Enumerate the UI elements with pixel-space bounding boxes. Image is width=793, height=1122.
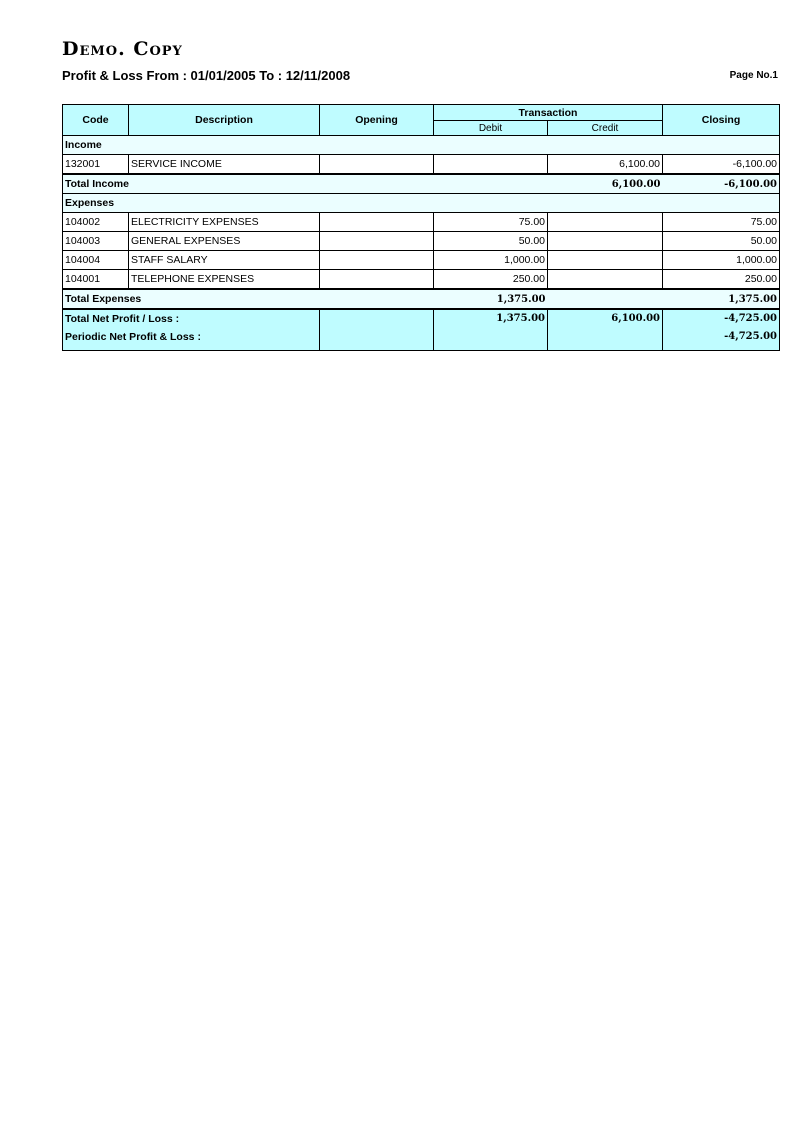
col-header-code: Code <box>63 105 129 136</box>
opening-value <box>320 155 434 175</box>
income-total-label: Total Income <box>63 174 434 194</box>
closing-value: 1,000.00 <box>663 251 780 270</box>
account-description: SERVICE INCOME <box>129 155 320 175</box>
net-credit-value: 6,100.00 <box>611 313 660 324</box>
expenses-total-debit: 1,375.00 <box>434 289 548 309</box>
net-debit-cell <box>434 309 548 351</box>
expenses-total-row <box>63 289 780 309</box>
net-closing-value: -4,725.00 <box>724 313 777 324</box>
income-total-closing: -6,100.00 <box>663 174 780 194</box>
debit-value <box>434 155 548 175</box>
closing-value: -6,100.00 <box>663 155 780 175</box>
opening-value <box>320 232 434 251</box>
account-code: 104003 <box>63 232 129 251</box>
table-row <box>63 155 780 175</box>
credit-value <box>548 213 663 232</box>
net-debit-value: 1,375.00 <box>496 313 545 324</box>
account-code: 104001 <box>63 270 129 290</box>
closing-value: 50.00 <box>663 232 780 251</box>
net-labels-cell <box>63 309 320 351</box>
periodic-closing-value: -4,725.00 <box>724 331 777 342</box>
closing-value: 75.00 <box>663 213 780 232</box>
company-name: Demo. Copy <box>62 38 183 60</box>
opening-value <box>320 270 434 290</box>
account-code: 104004 <box>63 251 129 270</box>
expenses-total-label: Total Expenses <box>63 289 434 309</box>
account-code: 132001 <box>63 155 129 175</box>
table-row <box>63 251 780 270</box>
profit-loss-table <box>62 104 780 351</box>
account-code: 104002 <box>63 213 129 232</box>
income-total-row <box>63 174 780 194</box>
expenses-section-header <box>63 194 780 213</box>
page-number: Page No.1 <box>729 70 778 81</box>
table-header <box>63 105 780 136</box>
opening-value <box>320 213 434 232</box>
col-header-credit: Credit <box>548 121 663 136</box>
credit-value: 6,100.00 <box>548 155 663 175</box>
net-credit-cell <box>548 309 663 351</box>
total-net-label: Total Net Profit / Loss : <box>65 313 180 325</box>
col-header-transaction: Transaction <box>434 105 663 121</box>
table-row <box>63 232 780 251</box>
account-description: TELEPHONE EXPENSES <box>129 270 320 290</box>
expenses-section-label: Expenses <box>63 194 780 213</box>
net-profit-row <box>63 309 780 351</box>
report-title: Profit & Loss From : 01/01/2005 To : 12/11/2008 <box>62 68 351 83</box>
table-row <box>63 213 780 232</box>
credit-value <box>548 251 663 270</box>
expenses-total-closing: 1,375.00 <box>663 289 780 309</box>
credit-value <box>548 232 663 251</box>
periodic-net-label: Periodic Net Profit & Loss : <box>65 331 201 343</box>
account-description: STAFF SALARY <box>129 251 320 270</box>
debit-value: 75.00 <box>434 213 548 232</box>
opening-value <box>320 251 434 270</box>
col-header-closing: Closing <box>663 105 780 136</box>
closing-value: 250.00 <box>663 270 780 290</box>
debit-value: 250.00 <box>434 270 548 290</box>
income-section-label: Income <box>63 136 780 155</box>
net-opening-cell <box>320 309 434 351</box>
debit-value: 50.00 <box>434 232 548 251</box>
income-total-debit <box>434 174 548 194</box>
account-description: GENERAL EXPENSES <box>129 232 320 251</box>
account-description: ELECTRICITY EXPENSES <box>129 213 320 232</box>
debit-value: 1,000.00 <box>434 251 548 270</box>
income-section-header <box>63 136 780 155</box>
table-row <box>63 270 780 290</box>
col-header-debit: Debit <box>434 121 548 136</box>
credit-value <box>548 270 663 290</box>
net-closing-cell <box>663 309 780 351</box>
col-header-opening: Opening <box>320 105 434 136</box>
income-total-credit: 6,100.00 <box>548 174 663 194</box>
expenses-total-credit <box>548 289 663 309</box>
col-header-description: Description <box>129 105 320 136</box>
